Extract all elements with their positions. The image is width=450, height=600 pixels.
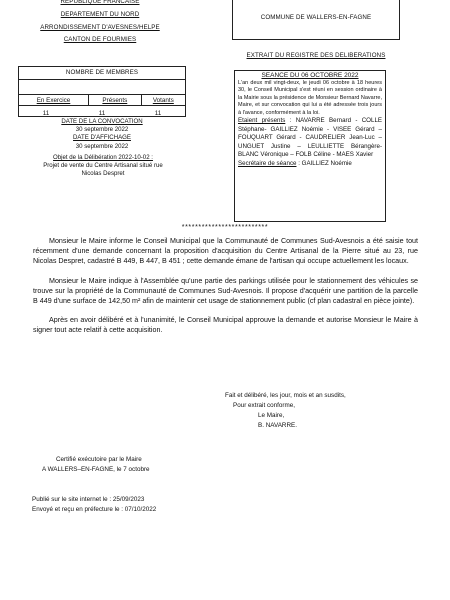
secretaire-label: Secrétaire de séance [238,160,297,167]
paragraph-2: Monsieur le Maire indique à l'Assemblée qu'une partie des parkings utilisée pour le stationnement des véhicules se trouve sur la propriété de la Communauté de Communes Sud-Avesnois. Il propose d'acquérir une partition de la parcelle B 449 d'une surface de 142,50 m² afin de maintenir cet usage de stationnement public (cf plan cadastral en pièce jointe). [33,277,418,305]
signature-line-3: Le Maire, [258,412,285,419]
extract-title: EXTRAIT DU REGISTRE DES DELIBERATIONS [246,52,386,59]
members-values-table [18,108,186,118]
body-text [33,236,418,335]
value-votants: 11 [154,109,162,117]
publication-line-1: Publié sur le site internet le : 25/09/2023 [32,496,145,503]
department-label: DEPARTEMENT DU NORD [60,10,140,18]
certification-line-1: Certifié exécutoire par le Maire [56,456,142,463]
certification-block [42,455,242,475]
members-table [19,94,185,106]
canton-label: CANTON DE FOURMIES [63,36,137,44]
seance-title: SEANCE DU 06 OCTOBRE 2022 [261,72,359,79]
members-values [18,108,186,118]
paragraph-1: Monsieur le Maire informe le Conseil Municipal que la Communauté de Communes Sud-Avesnois a été saisie tout récemment d'une demande concernant la proposition d'acquisition du Centre Artisanal de la Pierre situé au 23, rue Nicolas Despret, cadastré B 449, B 447, B 451 ; cette demande émane de l'artisan qui occupe actuellement les locaux. [33,237,418,265]
members-header-row [19,95,185,106]
publication-line-2: Envoyé et reçu en préfecture le : 07/10/2022 [32,506,157,513]
signature-line-2: Pour extrait conforme, [233,402,295,409]
separator: ************************** [181,224,269,231]
left-header [20,0,180,47]
republic-label: REPUBLIQUE FRANCAISE [60,0,140,5]
header-votants: Votants [141,95,185,106]
secretaire-name: : GAILLIEZ Noémie [296,160,352,167]
seance-text: L'an deux mil vingt-deux, le jeudi 06 octobre à 18 heures 30, le Conseil Municipal s'est réuni en session ordinaire à la Mairie sous la présidence de Monsieur Bernard Navarre, Maire, et sur convocation qui lui a été adressée trois jours à l'avance, conformément à la loi. [238,80,382,116]
convocation-date: 30 septembre 2022 [75,126,129,134]
arrondissement-label: ARRONDISSEMENT D'AVESNES/HELPE [40,23,160,31]
secretaire-line [238,160,382,169]
value-presents: 11 [98,109,106,117]
members-value-row [18,108,186,118]
commune-box [232,0,400,40]
value-en-exercice: 11 [42,109,50,117]
seance-box [234,70,386,222]
dates-block [18,118,186,151]
signature-block [225,391,425,431]
presents-list: : NAVARRE Bernard - COLLE Stéphane- GAILLIEZ Noémie - VISEE Gérard – FOUQUART Gérard - CAUDRELIER Jean-Luc – UNGUET Justine – LEULLIETTE Bérangère- BLANC Véronique – FOLB Céline - MAES Xavier [238,117,383,159]
header-presents: Présents [88,95,141,106]
objet-block [18,154,188,179]
commune-label: COMMUNE DE WALLERS-EN-FAGNE [260,14,372,21]
certification-line-2: A WALLERS–EN-FAGNE, le 7 octobre [42,466,150,473]
members-title: NOMBRE DE MEMBRES [19,67,185,80]
affichage-date: 30 septembre 2022 [75,142,129,150]
publication-block [32,495,252,515]
signature-line-4: B. NAVARRE. [258,422,297,429]
header-en-exercice: En Exercice [19,95,88,106]
paragraph-3: Après en avoir délibéré et à l'unanimité, le Conseil Municipal approuve la demande et autorise Monsieur le Maire à signer tout acte relatif à cette acquisition. [33,316,418,334]
objet-label: Objet de la Délibération 2022-10-02 : [53,154,153,161]
affichage-label: DATE D'AFFICHAGE [73,134,131,142]
presents-line [238,117,382,160]
presents-label: Etaient présents [238,117,286,125]
signature-line-1: Fait et délibéré, les jour, mois et an susdits, [225,392,346,399]
convocation-label: DATE DE LA CONVOCATION [61,118,143,125]
objet-text: Projet de vente du Centre Artisanal situé rue Nicolas Despret [43,162,163,178]
